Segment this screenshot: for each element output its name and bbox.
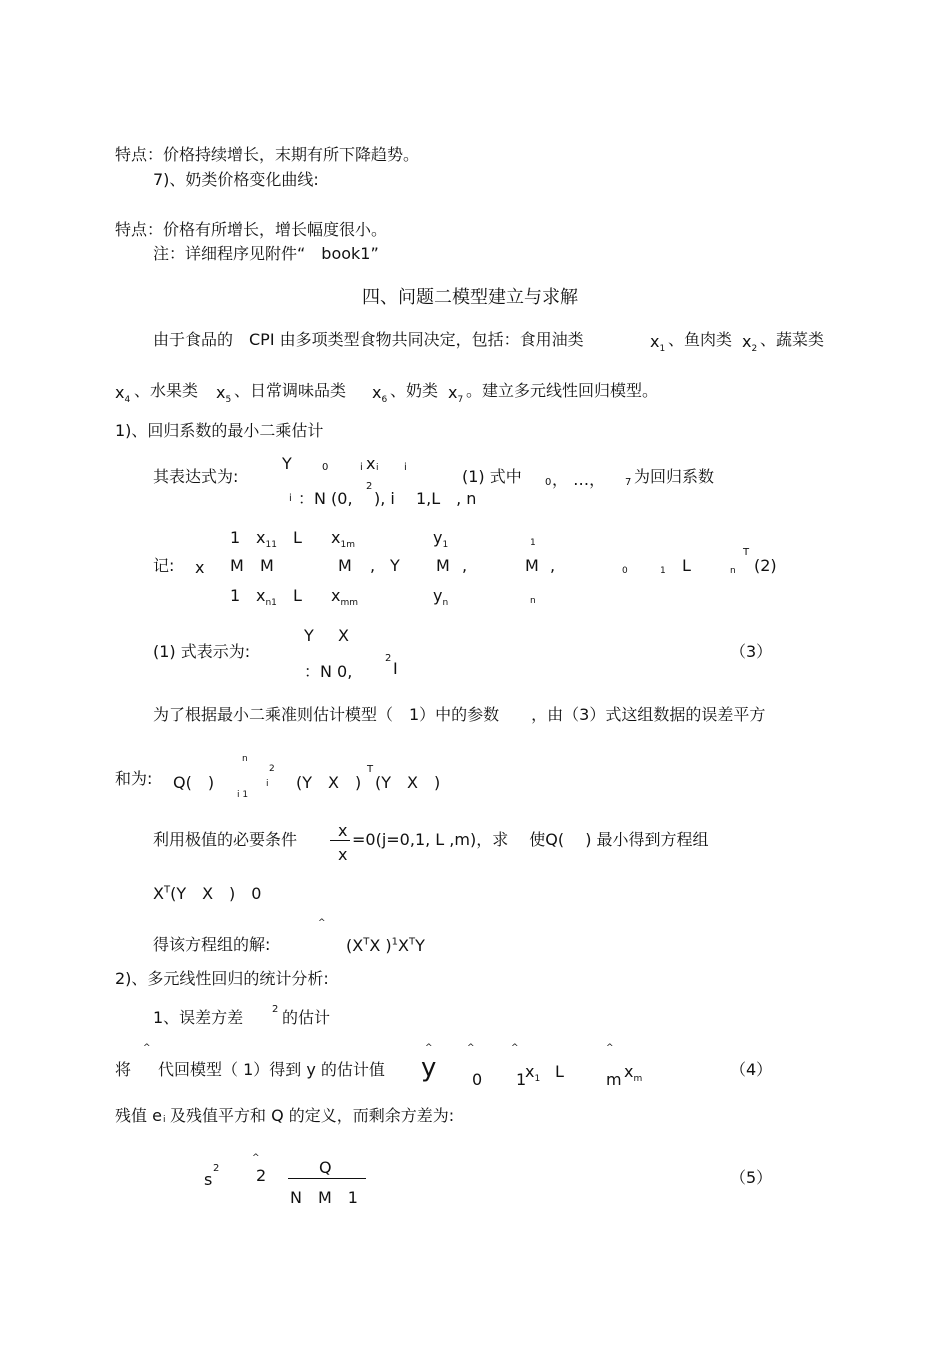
eq4-betam-sub: m <box>606 1070 622 1089</box>
eq5-hat: ^ <box>252 1153 260 1163</box>
eq1-i-sub: i <box>360 462 363 473</box>
eq4-x1: $x_1$ <box>525 1062 541 1085</box>
beta0-sub: 0 <box>545 477 552 488</box>
beta0-hat: ^ <box>467 1043 475 1053</box>
vec-beta-T: T <box>743 547 750 558</box>
vec-Y-symbol: Y <box>390 556 400 575</box>
eq3-X: X <box>338 626 349 645</box>
var-x7: $x_7$ <box>448 383 464 406</box>
eq3-I: I <box>393 659 398 678</box>
intro-line-1: 由于食品的 CPI 由多项类型食物共同决定，包括：食用油类 <box>153 330 584 349</box>
ji-label: 记: <box>153 556 175 575</box>
solve-label: 得该方程组的解: <box>153 935 271 954</box>
mat-r1-1: 1 <box>230 528 241 547</box>
mat-r2-M2: M <box>260 556 274 575</box>
sum-T: T <box>367 764 374 775</box>
yhat-y: y <box>421 1053 437 1083</box>
subsection-2-1b: 的估计 <box>282 1008 331 1027</box>
eq5-sigma-sq: 2 <box>256 1166 267 1185</box>
eq1-normal: ：N (0, <box>298 489 353 508</box>
eq1-xi-sub: i <box>376 463 379 473</box>
var-x2: $x_2$ <box>742 332 758 355</box>
note-line: 注：详细程序见附件“ book1” <box>153 244 379 263</box>
eq1-xi: x <box>366 454 376 473</box>
eq1-beta0-sub: 0 <box>322 462 329 473</box>
plug-text-a: 将 <box>115 1060 132 1079</box>
eq3-normal: ：N 0, <box>304 662 353 681</box>
lsq-paragraph: 为了根据最小二乘准则估计模型（ 1）中的参数 ，由（3）式这组数据的误差平方 <box>153 705 766 724</box>
eq1-normal-tail: ), i 1,L , n <box>374 489 477 508</box>
betam-hat: ^ <box>606 1043 614 1053</box>
eq5-numerator: Q <box>319 1158 332 1177</box>
cond-frac-num: x <box>338 821 348 840</box>
vec-eps-n: n <box>530 596 536 606</box>
yhat-hat: ^ <box>425 1043 433 1053</box>
expr-note-2: 为回归系数 <box>634 467 715 486</box>
intro-part-a: 、水果类 <box>134 381 199 400</box>
resid-text-b: 及残值平方和 Q 的定义，而剩余方差为: <box>170 1106 455 1125</box>
vec-beta-0: 0 <box>622 566 628 576</box>
vec-beta-n: n <box>730 566 736 576</box>
normal-eq: $X^T(Y$ X ) 0 <box>153 884 262 903</box>
beta7-sub: 7 <box>625 477 632 488</box>
intro-part-b: 、日常调味品类 <box>234 381 347 400</box>
paragraph-feature-1: 特点：价格持续增长，末期有所下降趋势。 <box>115 145 420 164</box>
var-x6: $x_6$ <box>372 383 388 406</box>
resid-sub-i: i <box>163 1115 166 1125</box>
eq3-Y: Y <box>304 626 314 645</box>
mat-r3-L: L <box>293 586 302 605</box>
mat-r1-L: L <box>293 528 302 547</box>
eq4-number: （4） <box>730 1060 773 1079</box>
intro-sep-1: 、鱼肉类 <box>668 330 733 349</box>
eq3-number: （3） <box>730 642 773 661</box>
eq1-sigma-sq: 2 <box>366 481 373 492</box>
mat-x1m: $x_{1m}$ <box>331 528 355 551</box>
mat-xn1: $x_{n1}$ <box>256 586 277 609</box>
sum-rhs-a: (Y X ) <box>296 773 362 792</box>
var-x1: $x_1$ <box>650 332 666 355</box>
expr-note: (1) 式中 <box>462 467 522 486</box>
beta-dots: ， …， <box>552 470 606 489</box>
intro-sep-2: 、蔬菜类 <box>760 330 825 349</box>
mat-comma-1: , <box>370 556 376 575</box>
sum-Q: Q( ) <box>173 773 215 792</box>
vec-eps-M: M <box>525 556 539 575</box>
sigma-sq-sup: 2 <box>272 1004 279 1015</box>
sum-eps-sq: 2 <box>269 764 275 774</box>
resid-text-a: 残值 e <box>115 1106 162 1125</box>
sum-upper-n: n <box>242 754 248 764</box>
cond-frac-den: x <box>338 845 348 864</box>
plug-hat: ^ <box>143 1043 151 1053</box>
eq5-s-sq: 2 <box>213 1163 220 1174</box>
plug-text-b: 代回模型（ 1）得到 y 的估计值 <box>158 1060 385 1079</box>
mat-comma-2: , <box>462 556 468 575</box>
eq5-denominator: N M 1 <box>290 1188 358 1207</box>
vec-y1: $y_1$ <box>433 528 449 551</box>
vec-yn: $y_n$ <box>433 586 449 609</box>
beta1-hat: ^ <box>511 1043 519 1053</box>
solve-expr: ($X^TX$ )$^1X^TY$ <box>346 936 425 955</box>
vec-Y-M: M <box>436 556 450 575</box>
eq1-eps-sub: i <box>404 462 407 473</box>
eq5-s: s <box>204 1170 213 1189</box>
sum-lower: i 1 <box>237 790 249 800</box>
sum-label: 和为: <box>115 769 153 788</box>
eq4-beta0-sub: 0 <box>472 1070 483 1089</box>
vec-eps-1: 1 <box>530 538 536 548</box>
paragraph-feature-2: 特点：价格有所增长，增长幅度很小。 <box>115 220 388 239</box>
var-x5: $x_5$ <box>216 383 232 406</box>
eq4-xm: $x_m$ <box>624 1062 643 1085</box>
cond-paragraph: 利用极值的必要条件 <box>153 830 298 849</box>
subsection-2-1: 1、误差方差 <box>153 1008 260 1027</box>
eq2-number: (2) <box>754 556 777 575</box>
subsection-1: 1)、回归系数的最小二乘估计 <box>115 421 324 440</box>
solve-hat: ^ <box>318 918 326 928</box>
eq5-number: （5） <box>730 1168 773 1187</box>
eq1-eps-i: i <box>289 493 292 504</box>
mat-r2-M3: M <box>338 556 352 575</box>
cond-frac-bar <box>330 840 350 841</box>
intro-part-d: 。建立多元线性回归模型。 <box>466 381 659 400</box>
section-title: 四、问题二模型建立与求解 <box>362 287 578 308</box>
vec-beta-L: L <box>682 556 691 575</box>
mat-comma-3: , <box>550 556 556 575</box>
sum-rhs-b: (Y X ) <box>375 773 441 792</box>
eq1-rewrite-label: (1) 式表示为: <box>153 642 251 661</box>
vec-beta-1: 1 <box>660 566 666 576</box>
cond-paragraph-2: =0(j=0,1, L ,m)，求 使Q( ) 最小得到方程组 <box>352 830 709 849</box>
list-item-7: 7)、奶类价格变化曲线: <box>153 170 319 189</box>
expr-label: 其表达式为: <box>153 467 239 486</box>
mat-r3-1: 1 <box>230 586 241 605</box>
mat-x11: $x_{11}$ <box>256 528 277 551</box>
eq1-Y: Y <box>282 454 292 473</box>
sum-eps-i: i <box>266 779 269 789</box>
mat-r2-M1: M <box>230 556 244 575</box>
eq4-beta1-sub: 1 <box>516 1070 527 1089</box>
subsection-2: 2)、多元线性回归的统计分析: <box>115 969 329 988</box>
mat-x-symbol: x <box>195 558 205 577</box>
eq5-frac-bar <box>288 1178 366 1179</box>
intro-part-c: 、奶类 <box>390 381 439 400</box>
var-x4: $x_4$ <box>115 383 131 406</box>
eq3-sigma-sq: 2 <box>385 653 392 664</box>
eq4-L: L <box>555 1062 564 1081</box>
mat-xmm: $x_{mm}$ <box>331 586 359 609</box>
